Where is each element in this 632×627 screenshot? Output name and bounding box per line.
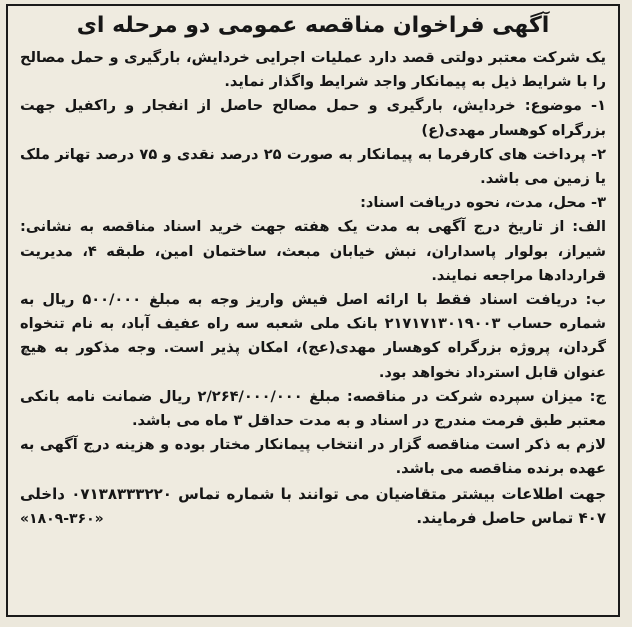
clause-jim: ج: میزان سپرده شرکت در مناقصه: مبلغ ۲/۲۶۴/۰۰۰/۰۰۰ ریال ضمانت نامه بانکی معتبر طبق فرمت مندرج در اسناد و به مدت حداقل ۳ ماه می باشد. <box>20 387 606 430</box>
notice-note: لازم به ذکر است مناقصه گزار در انتخاب پیمانکار مختار بوده و هزینه درج آگهی به عهده برنده مناقصه می باشد. <box>20 436 606 478</box>
item-documents-heading: ۳- محل، مدت، نحوه دریافت اسناد: <box>360 194 606 212</box>
notice-title: آگهی فراخوان مناقصه عمومی دو مرحله ای <box>76 13 550 38</box>
tender-notice <box>6 4 620 617</box>
notice-intro: یک شرکت معتبر دولتی قصد دارد عملیات اجرایی خردایش، بارگیری و حمل مصالح را با شرایط ذیل به پیمانکار واجد شرایط واگذار نماید. <box>20 49 606 91</box>
clause-alef: الف: از تاریخ درج آگهی به مدت یک هفته جهت خرید اسناد مناقصه به نشانی: شیراز، بولوار پاسداران، نبش خیابان مبعث، ساختمان امین، طبقه ۴، مدیریت قراردادها مراجعه نمایند. <box>20 218 606 284</box>
contact-info: جهت اطلاعات بیشتر متقاضیان می توانند با شماره تماس ۰۷۱۳۸۳۳۳۲۲۰ داخلی ۴۰۷ تماس حاصل فرمایند. <box>20 484 607 527</box>
notice-code: «۱۸۰۹-۳۶۰» <box>20 510 104 527</box>
item-payments: ۲- پرداخت های کارفرما به پیمانکار به صورت ۲۵ درصد نقدی و ۷۵ درصد تهاتر ملک یا زمین می باشد. <box>20 145 606 188</box>
clause-be: ب: دریافت اسناد فقط با ارائه اصل فیش واریز وجه به مبلغ ۵۰۰/۰۰۰ ریال به شماره حساب ۲۱۷۱۷۱۳۰۱۹۰۰۳ بانک ملی شعبه سه راه عفیف آباد، به نام تنخواه گردان، پروژه بزرگراه کوهسار مهدی(عج)، امکان پذیر است. وجه مذکور به هیچ عنوان قابل استرداد نخواهد بود. <box>20 291 607 381</box>
item-subject: ۱- موضوع: خردایش، بارگیری و حمل مصالح حاصل از انفجار و راکفیل جهت بزرگراه کوهسار مهدی(ع) <box>20 97 606 139</box>
